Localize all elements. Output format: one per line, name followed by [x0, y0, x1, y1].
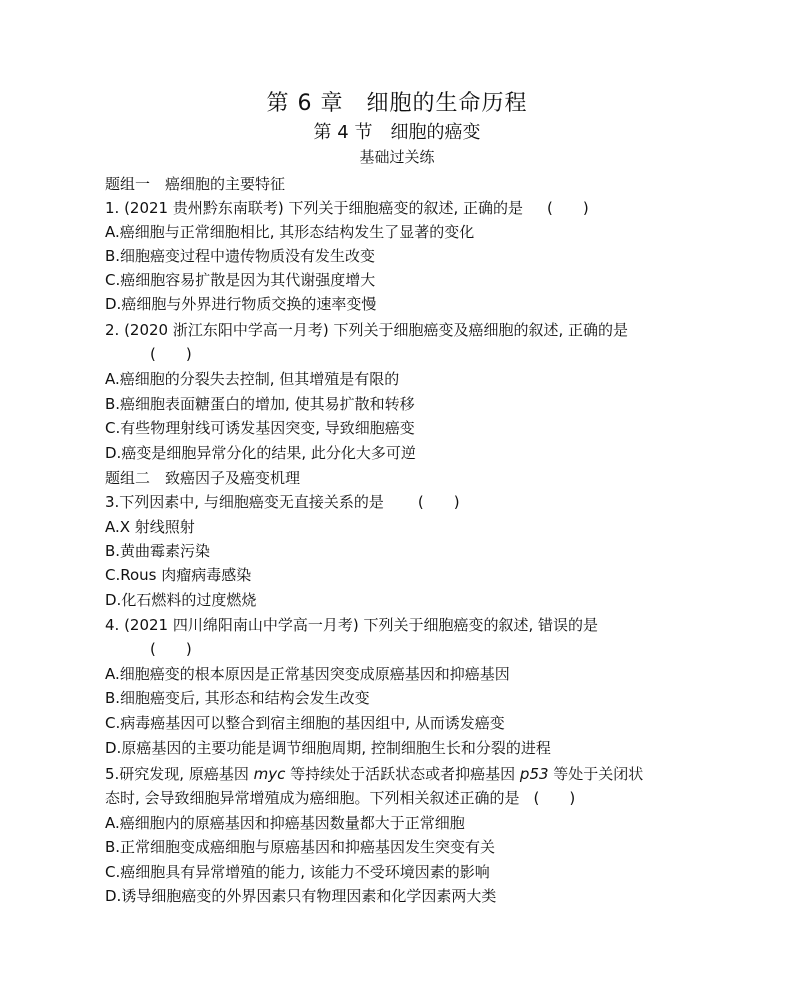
- q5-gene-myc: myc: [253, 765, 286, 783]
- q1-option-c: C.癌细胞容易扩散是因为其代谢强度增大: [105, 271, 376, 289]
- q5-stem-text-2: 态时, 会导致细胞异常增殖成为癌细胞。下列相关叙述正确的是: [105, 789, 520, 807]
- q5-stem-part-b: 等持续处于活跃状态或者抑癌基因: [285, 765, 520, 783]
- q3-answer-blank: ( ): [417, 493, 460, 511]
- group1-title: 题组一 癌细胞的主要特征: [105, 175, 286, 193]
- q4-stem: 4. (2021 四川绵阳南山中学高一月考) 下列关于细胞癌变的叙述, 错误的是: [105, 616, 599, 634]
- q3-option-c: C.Rous 肉瘤病毒感染: [105, 566, 252, 584]
- q2-option-a: A.癌细胞的分裂失去控制, 但其增殖是有限的: [105, 370, 400, 388]
- section-title: 第 4 节 细胞的癌变: [313, 122, 481, 143]
- q1-stem-text: 1. (2021 贵州黔东南联考) 下列关于细胞癌变的叙述, 正确的是: [105, 199, 524, 217]
- group2-title: 题组二 致癌因子及癌变机理: [105, 469, 301, 487]
- q1-option-d: D.癌细胞与外界进行物质交换的速率变慢: [105, 295, 377, 313]
- q2-stem: 2. (2020 浙江东阳中学高一月考) 下列关于细胞癌变及癌细胞的叙述, 正确的是: [105, 321, 629, 339]
- q3-option-b: B.黄曲霉素污染: [105, 542, 211, 560]
- q5-option-d: D.诱导细胞癌变的外界因素只有物理因素和化学因素两大类: [105, 887, 497, 905]
- q5-stem-line1: [105, 762, 643, 786]
- q5-option-b: B.正常细胞变成癌细胞与原癌基因和抑癌基因发生突变有关: [105, 838, 496, 856]
- q1-answer-blank: ( ): [547, 199, 589, 217]
- exercise-subtitle: 基础过关练: [359, 148, 435, 166]
- chapter-title: 第 6 章 细胞的生命历程: [266, 91, 528, 116]
- q3-option-d: D.化石燃料的过度燃烧: [105, 591, 257, 609]
- q3-stem: [105, 490, 460, 514]
- q4-answer-blank: ( ): [150, 640, 192, 658]
- q5-stem-line2: [105, 786, 575, 810]
- q2-answer-blank: ( ): [150, 345, 192, 363]
- q4-option-a: A.细胞癌变的根本原因是正常基因突变成原癌基因和抑癌基因: [105, 665, 510, 683]
- q5-stem-part-a: 5.研究发现, 原癌基因: [105, 765, 254, 783]
- q4-option-c: C.病毒癌基因可以整合到宿主细胞的基因组中, 从而诱发癌变: [105, 714, 505, 732]
- q1-option-b: B.细胞癌变过程中遗传物质没有发生改变: [105, 247, 376, 265]
- q5-stem-part-c: 等处于关闭状: [548, 765, 644, 783]
- q3-option-a: A.X 射线照射: [105, 518, 195, 536]
- q5-option-c: C.癌细胞具有异常增殖的能力, 该能力不受环境因素的影响: [105, 863, 490, 881]
- q5-option-a: A.癌细胞内的原癌基因和抑癌基因数量都大于正常细胞: [105, 814, 465, 832]
- q4-option-b: B.细胞癌变后, 其形态和结构会发生改变: [105, 689, 370, 707]
- q5-answer-blank: ( ): [533, 789, 576, 807]
- q2-option-d: D.癌变是细胞异常分化的结果, 此分化大多可逆: [105, 444, 416, 462]
- q2-option-b: B.癌细胞表面糖蛋白的增加, 使其易扩散和转移: [105, 395, 415, 413]
- q3-stem-text: 3.下列因素中, 与细胞癌变无直接关系的是: [105, 493, 384, 511]
- q4-option-d: D.原癌基因的主要功能是调节细胞周期, 控制细胞生长和分裂的进程: [105, 739, 551, 757]
- q2-option-c: C.有些物理射线可诱发基因突变, 导致细胞癌变: [105, 419, 415, 437]
- q5-gene-p53: p53: [519, 765, 549, 783]
- q1-stem: [105, 196, 589, 220]
- q1-option-a: A.癌细胞与正常细胞相比, 其形态结构发生了显著的变化: [105, 223, 475, 241]
